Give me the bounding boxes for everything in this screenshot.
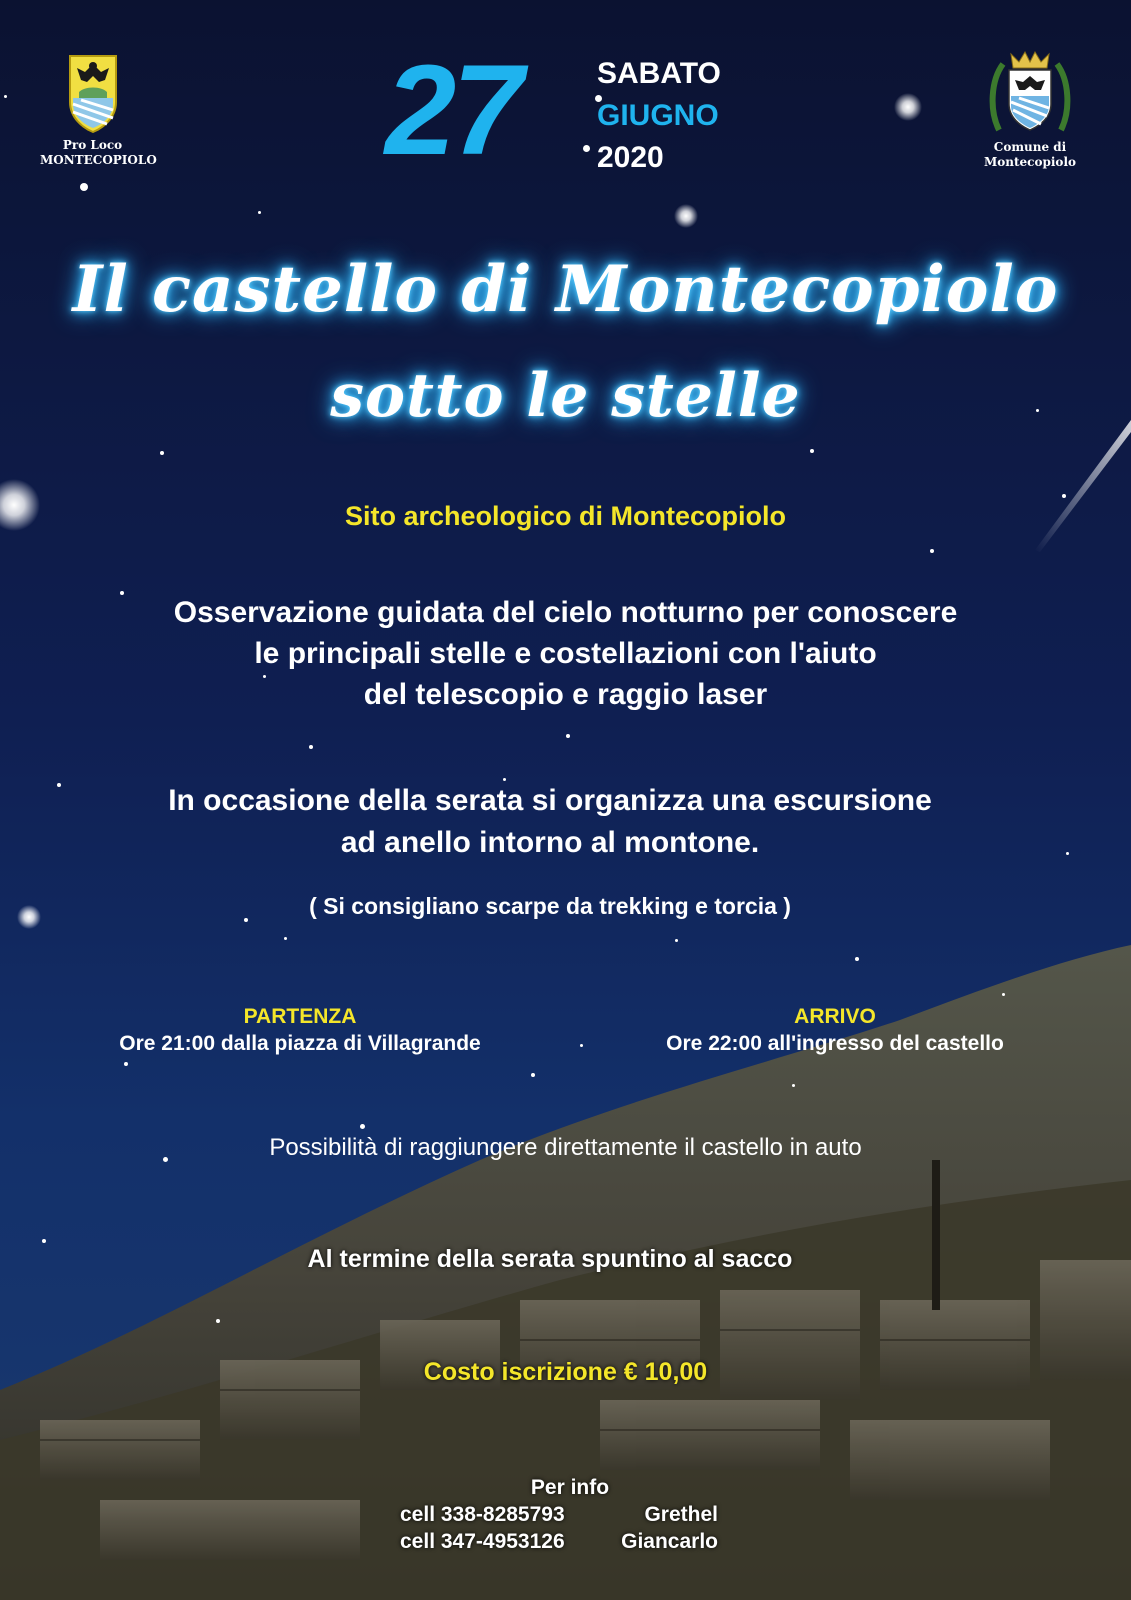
contact-name: Grethel bbox=[644, 1503, 718, 1526]
location-text: Sito archeologico di Montecopiolo bbox=[344, 501, 786, 531]
star bbox=[855, 957, 859, 961]
title-line2: sotto le stelle bbox=[330, 361, 801, 431]
star bbox=[531, 1073, 535, 1077]
pro-loco-logo bbox=[40, 52, 157, 168]
arrival-label: ARRIVO bbox=[794, 1005, 876, 1028]
comune-logo bbox=[975, 50, 1085, 170]
description bbox=[0, 592, 1131, 715]
excursion-note: ( Si consigliano scarpe da trekking e torcia ) bbox=[309, 893, 791, 919]
description-line: del telescopio e raggio laser bbox=[363, 678, 768, 711]
arrival-text: Ore 22:00 all'ingresso del castello bbox=[666, 1032, 1004, 1055]
departure-label: PARTENZA bbox=[243, 1005, 357, 1028]
star bbox=[1002, 993, 1005, 996]
arrival-block bbox=[620, 1004, 1050, 1058]
cost-text: Costo iscrizione € 10,00 bbox=[423, 1358, 708, 1386]
contacts-heading: Per info bbox=[530, 1476, 610, 1499]
star bbox=[810, 449, 814, 453]
description-line: Osservazione guidata del cielo notturno per conoscere bbox=[173, 596, 958, 629]
excursion-line: In occasione della serata si organizza una escursione bbox=[168, 784, 932, 817]
title-block bbox=[0, 245, 1131, 441]
pro-loco-line2: MONTECOPIOLO bbox=[40, 153, 157, 167]
comune-crest-icon bbox=[989, 50, 1071, 138]
departure-text: Ore 21:00 dalla piazza di Villagrande bbox=[119, 1032, 481, 1055]
star bbox=[258, 211, 261, 214]
star bbox=[284, 937, 287, 940]
pro-loco-line1: Pro Loco bbox=[62, 138, 123, 152]
excursion-line: ad anello intorno al montone. bbox=[340, 826, 760, 859]
description-line: le principali stelle e costellazioni con l'aiuto bbox=[254, 637, 877, 670]
contact-phone: cell 347-4953126 bbox=[400, 1530, 565, 1553]
comune-line2: Montecopiolo bbox=[983, 155, 1076, 169]
star bbox=[930, 549, 934, 553]
star bbox=[4, 95, 7, 98]
star bbox=[160, 451, 164, 455]
star bbox=[580, 1044, 583, 1047]
star bbox=[80, 183, 88, 191]
star bbox=[216, 1319, 220, 1323]
event-date bbox=[385, 39, 775, 182]
contacts-block bbox=[400, 1474, 740, 1555]
star bbox=[124, 1062, 128, 1066]
date-weekday: SABATO bbox=[597, 57, 721, 90]
car-note: Possibilità di raggiungere direttamente il castello in auto bbox=[269, 1134, 862, 1161]
date-day: 27 bbox=[385, 39, 520, 182]
star bbox=[675, 939, 678, 942]
star bbox=[566, 734, 570, 738]
star bbox=[309, 745, 313, 749]
pro-loco-crest-icon bbox=[67, 52, 119, 134]
star bbox=[1062, 494, 1066, 498]
star bbox=[792, 1084, 795, 1087]
contact-phone: cell 338-8285793 bbox=[400, 1503, 565, 1526]
star bbox=[360, 1124, 365, 1129]
title-line1: Il castello di Montecopiolo bbox=[72, 252, 1059, 327]
comune-line1: Comune di bbox=[993, 140, 1067, 154]
date-year: 2020 bbox=[597, 141, 664, 174]
contact-name: Giancarlo bbox=[621, 1530, 718, 1553]
departure-block bbox=[60, 1004, 540, 1058]
star bbox=[42, 1239, 46, 1243]
excursion bbox=[0, 780, 1100, 864]
contact-row bbox=[400, 1501, 740, 1528]
date-month: GIUGNO bbox=[597, 99, 719, 132]
contact-row bbox=[400, 1528, 740, 1555]
snack-note: Al termine della serata spuntino al sacco bbox=[307, 1245, 793, 1273]
